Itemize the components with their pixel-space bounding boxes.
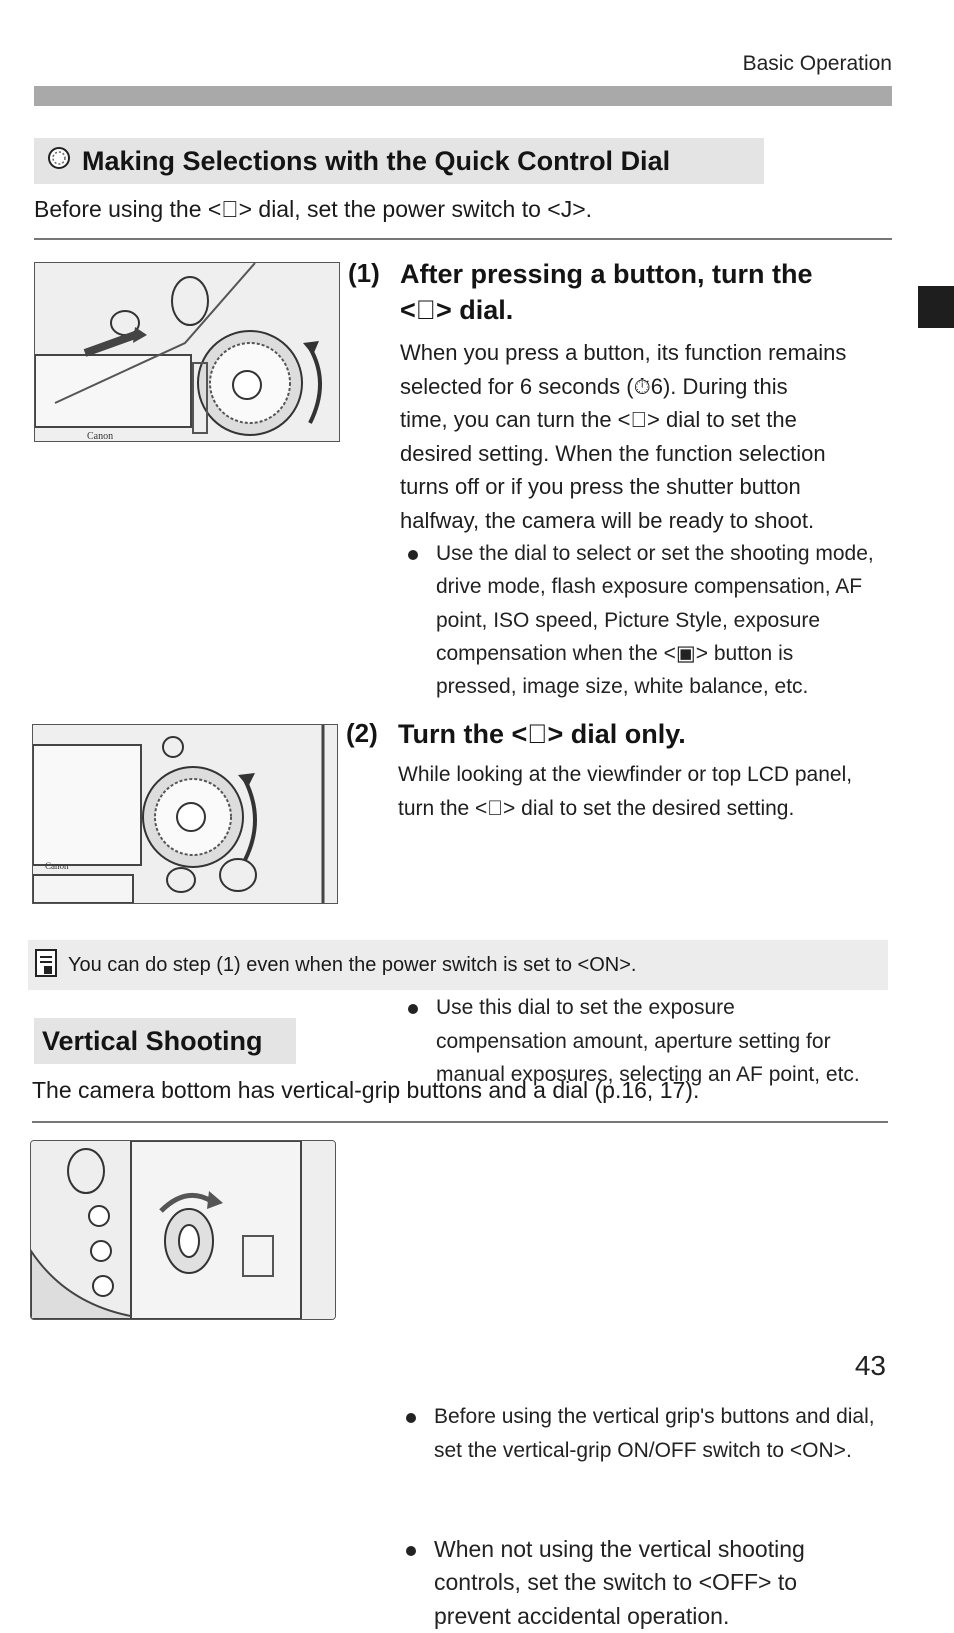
- step-1-number: (1): [348, 258, 380, 288]
- memo-box: [28, 940, 888, 990]
- vertical-bullet-2: [398, 1533, 934, 1633]
- bullet-dot: [406, 1546, 416, 1556]
- camera-back-photo-1: [34, 262, 340, 442]
- bullet-dot: [406, 1413, 416, 1423]
- bullet-line: manual exposures, selecting an AF point, etc.: [436, 1063, 860, 1087]
- bullet-line: compensation amount, aperture setting for: [436, 1029, 831, 1053]
- memo-text: You can do step (1) even when the power switch is set to <ON>.: [68, 953, 637, 976]
- step-2-body: [398, 758, 898, 825]
- vertical-grip-photo: [30, 1140, 336, 1320]
- chapter-tab: [918, 286, 954, 328]
- brand-text-2: Canon: [45, 861, 69, 871]
- brand-text-1: Canon: [87, 431, 114, 441]
- header-bar: [34, 86, 892, 106]
- body-line: When you press a button, its function remains: [400, 340, 847, 365]
- step-1-title-line1: After pressing a button, turn the: [400, 259, 813, 289]
- bullet-dot: [408, 550, 418, 560]
- body-line: selected for 6 seconds (⏱6). During this: [400, 373, 788, 399]
- step-1-body: [400, 336, 900, 537]
- body-line: halfway, the camera will be ready to shoot.: [400, 507, 815, 533]
- section-lead: Before using the <⃝> dial, set the power switch to <J>.: [34, 196, 593, 222]
- step-1-title-line2: <⃝> dial.: [400, 295, 514, 325]
- vertical-bullet-1: [398, 1400, 934, 1467]
- body-line: time, you can turn the <⃝> dial to set the: [400, 407, 797, 432]
- memo-icon: [34, 948, 58, 983]
- section-title: Making Selections with the Quick Control Dial: [82, 145, 671, 176]
- section-heading-quick-control-dial: [34, 138, 764, 184]
- bullet-line: prevent accidental operation.: [434, 1602, 730, 1629]
- section-heading-vertical-shooting: [34, 1018, 296, 1064]
- body-line: turns off or if you press the shutter button: [400, 474, 801, 499]
- section-title: Vertical Shooting: [42, 1025, 263, 1056]
- bullet-line: Use the dial to select or set the shooting mode,: [436, 542, 874, 565]
- bullet-line: Before using the vertical grip's buttons and dial,: [434, 1405, 875, 1429]
- step-1-bullet: [400, 537, 936, 703]
- bullet-line: set the vertical-grip ON/OFF switch to <ON>.: [434, 1438, 852, 1462]
- quick-control-dial-icon: [46, 145, 72, 178]
- section-lead: The camera bottom has vertical-grip buttons and a dial (p.16, 17).: [32, 1077, 700, 1103]
- step-2-title: Turn the <⃝> dial only.: [398, 719, 686, 749]
- bullet-dot: [408, 1004, 418, 1014]
- running-header: Basic Operation: [742, 52, 892, 75]
- body-line: desired setting. When the function selection: [400, 440, 826, 466]
- bullet-line: Use this dial to set the exposure: [436, 996, 735, 1020]
- bullet-line: compensation when the <▣> button is: [436, 641, 794, 665]
- divider: [32, 1121, 888, 1123]
- bullet-line: point, ISO speed, Picture Style, exposure: [436, 608, 821, 632]
- bullet-line: pressed, image size, white balance, etc.: [436, 675, 809, 699]
- body-line: turn the <⃝> dial to set the desired setting.: [398, 796, 795, 820]
- bullet-line: controls, set the switch to <OFF> to: [434, 1569, 798, 1596]
- bullet-line: drive mode, flash exposure compensation, AF: [436, 575, 863, 599]
- body-line: While looking at the viewfinder or top LCD panel,: [398, 763, 853, 786]
- step-2-number: (2): [346, 718, 378, 748]
- divider: [34, 238, 892, 240]
- bullet-line: When not using the vertical shooting: [434, 1535, 805, 1562]
- camera-back-photo-2: [32, 724, 338, 904]
- page-number: 43: [854, 1350, 886, 1381]
